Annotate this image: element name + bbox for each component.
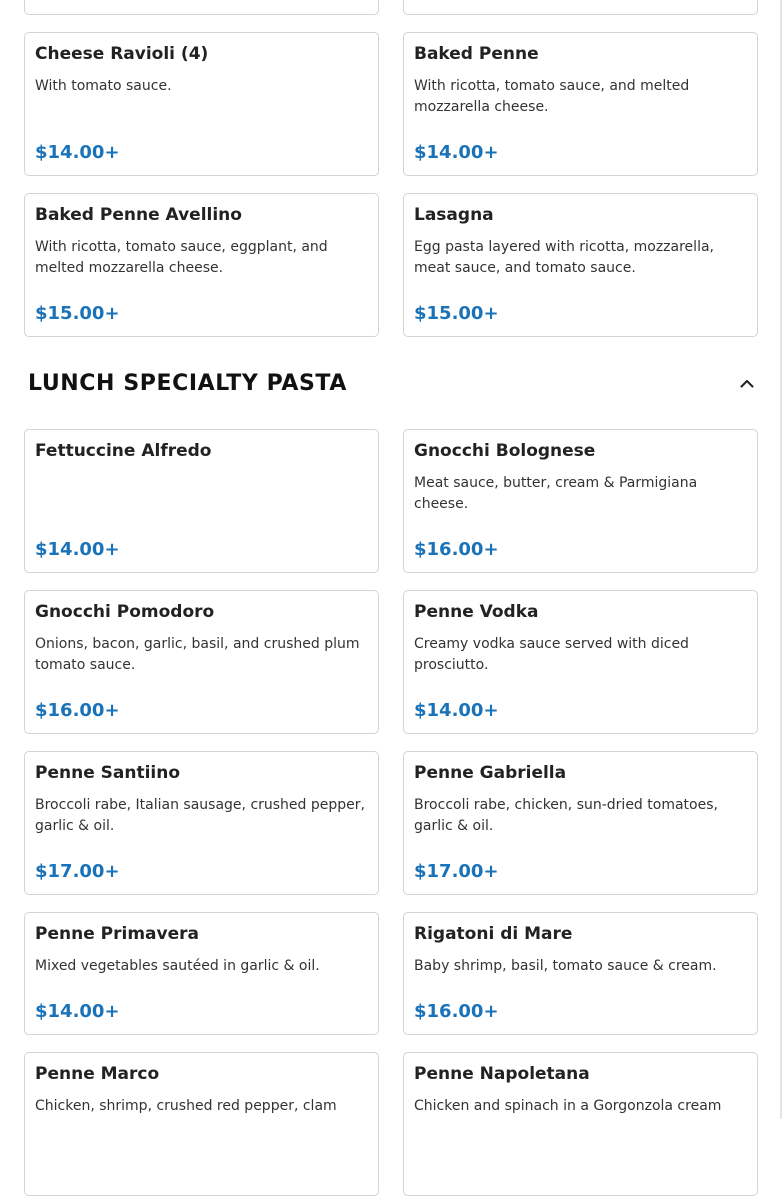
item-name: Penne Gabriella	[414, 763, 567, 783]
menu-item-card[interactable]	[24, 193, 379, 337]
item-price: $16.00+	[414, 1001, 499, 1022]
menu-item-card[interactable]	[24, 912, 379, 1035]
item-description: With ricotta, tomato sauce, eggplant, and melted mozzarella cheese.	[35, 239, 328, 276]
menu-item-card[interactable]	[403, 590, 758, 734]
item-name: Baked Penne Avellino	[35, 205, 242, 225]
menu-item-card[interactable]	[24, 32, 379, 176]
menu-item-card[interactable]	[403, 751, 758, 895]
item-price: $14.00+	[35, 1001, 120, 1022]
item-name: Penne Marco	[35, 1064, 160, 1084]
menu-item-card[interactable]	[24, 429, 379, 573]
item-description: Broccoli rabe, chicken, sun-dried tomatoes, garlic & oil.	[414, 797, 718, 834]
menu-item-card[interactable]	[403, 429, 758, 573]
item-description: With ricotta, tomato sauce, and melted mozzarella cheese.	[414, 78, 690, 115]
item-name: Rigatoni di Mare	[414, 924, 573, 944]
menu-item-card[interactable]	[24, 1052, 379, 1196]
menu-item-card[interactable]	[24, 751, 379, 895]
menu-item-card[interactable]	[403, 193, 758, 337]
item-price: $17.00+	[414, 861, 499, 882]
item-description: With tomato sauce.	[35, 78, 172, 94]
item-name: Baked Penne	[414, 44, 539, 64]
chevron-up-icon[interactable]	[738, 374, 756, 392]
menu-item-card[interactable]	[403, 912, 758, 1035]
item-price: $14.00+	[414, 700, 499, 721]
item-description: Chicken and spinach in a Gorgonzola cream	[414, 1098, 722, 1114]
menu-grid-specialty	[24, 429, 758, 1196]
item-description: Broccoli rabe, Italian sausage, crushed pepper, garlic & oil.	[35, 797, 365, 834]
item-description: Baby shrimp, basil, tomato sauce & cream.	[414, 958, 717, 974]
item-name: Fettuccine Alfredo	[35, 441, 212, 461]
item-description: Mixed vegetables sautéed in garlic & oil.	[35, 958, 320, 974]
item-price: $14.00+	[35, 539, 120, 560]
item-price: $15.00+	[35, 303, 120, 324]
item-name: Gnocchi Pomodoro	[35, 602, 215, 622]
item-description: Egg pasta layered with ricotta, mozzarella, meat sauce, and tomato sauce.	[414, 239, 714, 276]
item-price: $17.00+	[35, 861, 120, 882]
menu-item-card[interactable]	[403, 1052, 758, 1196]
item-description: Chicken, shrimp, crushed red pepper, clam	[35, 1098, 337, 1114]
item-price: $15.00+	[414, 303, 499, 324]
item-name: Penne Santiino	[35, 763, 181, 783]
menu-grid-top	[24, 0, 758, 337]
menu-item-card-partial[interactable]	[24, 0, 379, 15]
item-name: Penne Primavera	[35, 924, 199, 944]
item-description: Creamy vodka sauce served with diced prosciutto.	[414, 636, 689, 673]
item-name: Lasagna	[414, 205, 494, 225]
item-price: $14.00+	[414, 142, 499, 163]
menu-item-card[interactable]	[24, 590, 379, 734]
menu-content	[24, 0, 758, 1196]
item-name: Penne Vodka	[414, 602, 539, 622]
item-price: $16.00+	[414, 539, 499, 560]
item-description: Onions, bacon, garlic, basil, and crushed plum tomato sauce.	[35, 636, 360, 673]
item-name: Gnocchi Bolognese	[414, 441, 596, 461]
section-header[interactable]	[24, 337, 758, 429]
section-title: LUNCH SPECIALTY PASTA	[28, 370, 347, 396]
item-description: Meat sauce, butter, cream & Parmigiana cheese.	[414, 475, 698, 512]
menu-item-card[interactable]	[403, 32, 758, 176]
item-price: $14.00+	[35, 142, 120, 163]
item-price: $16.00+	[35, 700, 120, 721]
item-name: Cheese Ravioli (4)	[35, 44, 209, 64]
item-name: Penne Napoletana	[414, 1064, 590, 1084]
menu-item-card-partial[interactable]	[403, 0, 758, 15]
